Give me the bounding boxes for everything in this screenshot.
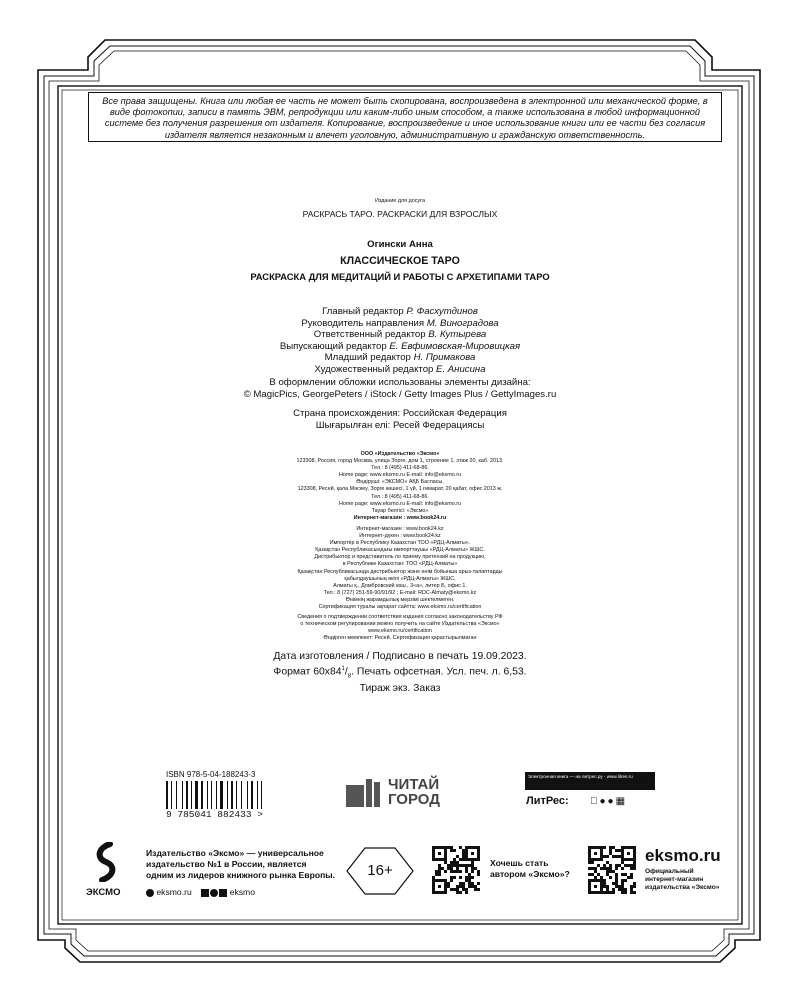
publisher-info: ООО «Издательство «Эксмо» 123308, Россия, город Москва, улица Зорге, дом 1, строение 1, этаж 20, каб. 2013. Тел.: 8 (495) 411-68-86. Home page: www.eksmo.ru E-mail: info@eksmo.ru Өндіруші: «ЭКСМО» АҚБ Баспасы, 123308, Ресей, қала Мәскеу, Зорге көшесі, 1 үй, 1 ғимарат, 20 қабат, офис 2013 ж. Тел.: 8 (495) 411-68-86. Home page: www.eksmo.ru E-mail: info@eksmo.ru Тауар белгісі: «Эксмо» Интернет-магазин : www.book24.ru Интернет-магазин : www.book24.kz Интернет-дүкен : www.book24.kz Импортёр в Республику Казахстан ТОО «РДЦ-Алматы». Қазақстан Республикасындағы импорттаушы «РДЦ-Алматы» ЖШС. Дистрибьютор и представитель по приему претензий на продукцию, в Республике Казахстан: ТОО «РДЦ-Алматы» Қазақстан Республикасында дистрибьютор және өнім бойынша арыз-талаптарды қабылдаушының өкілі «РДЦ-Алматы» ЖШС, Алматы қ., Домбровский көш., 3«а», литер Б, офис 1. Тел.: 8 (727) 251-59-90/91/92 ; E-mail: RDC-Almaty@eksmo.kz Өнімнің жарамдылық мерзімі шектелмеген. Сертификация туралы ақпарат сайтта: www.eksmo.ru/certification Сведения о подтверждении соответствия издания согласно законодательству РФ о техническом регулировании можно получить на сайте Издательства «Эксмо» www.eksmo.ru/certification Өндірген мемлекет: Ресей. Сертификация қарастырылмаған	[296, 451, 504, 642]
windows-icon: ▦	[606, 796, 618, 807]
author-qr-code[interactable]	[432, 846, 480, 894]
editors-block	[0, 306, 800, 376]
barcode-digits: 9 785041 882433 >	[166, 809, 263, 820]
barcode-bar	[166, 781, 168, 809]
book-subtitle: РАСКРАСКА ДЛЯ МЕДИТАЦИЙ И РАБОТЫ С АРХЕТИПАМИ ТАРО	[250, 271, 550, 282]
qr-module	[477, 888, 480, 891]
barcode-bar	[241, 781, 242, 809]
qr-module	[438, 885, 441, 888]
isbn-label: ISBN 978-5-04-188243-3	[166, 770, 256, 779]
ok-icon	[210, 889, 218, 897]
barcode-bar	[176, 781, 177, 809]
apple-icon	[590, 796, 600, 807]
eksmo-logo-text: ЭКСМО	[86, 887, 121, 898]
copyright-warning: Все права защищены. Книга или любая ее часть не может быть скопирована, воспроизведена в электронной или механической форме, в виде фотокопии, записи в память ЭВМ, репродукции или каким-либо иным способом, а также использована в любой информационной системе без получения разрешения от издателя. Копирование, воспроизведение и иное использование книги или ее части без согласия издателя является незаконным и влечет уголовную, административную и гражданскую ответственность.	[88, 92, 722, 142]
qr-module	[459, 876, 462, 879]
qr-module	[471, 852, 474, 855]
vk-icon	[201, 889, 209, 897]
barcode-bar	[227, 781, 228, 809]
eksmo-logo-icon	[92, 842, 122, 882]
editor-line: Руководитель направления М. Виноградова	[301, 317, 499, 329]
barcode-bar	[207, 781, 208, 809]
qr-module	[453, 849, 456, 852]
author-cta: Хочешь стать автором «Эксмо»?	[490, 858, 570, 879]
barcode-bar	[191, 781, 192, 809]
youtube-icon	[219, 889, 227, 897]
android-icon: ●	[590, 796, 599, 807]
barcode-bar	[171, 781, 172, 809]
series-title: РАСКРАСЬ ТАРО. РАСКРАСКИ ДЛЯ ВЗРОСЛЫХ	[302, 209, 498, 219]
qr-module	[471, 876, 474, 879]
qr-module	[594, 852, 597, 855]
barcode-bar	[247, 781, 248, 809]
qr-module	[438, 852, 441, 855]
book-title: КЛАССИЧЕСКОЕ ТАРО	[340, 255, 460, 267]
litres-logo: ЛитРес:	[526, 795, 569, 807]
chitai-gorod-logo-icon	[346, 779, 386, 807]
social-links	[146, 887, 255, 897]
telegram-link: eksmo.ru	[156, 887, 192, 897]
editor-line: Выпускающий редактор Е. Евфимовская-Мировицкая	[279, 340, 521, 352]
barcode-bar	[211, 781, 212, 809]
barcode-bar	[216, 781, 217, 809]
eksmo-site: eksmo.ru	[645, 846, 721, 865]
editor-line: Главный редактор Р. Фасхутдинов	[322, 306, 478, 317]
official-shop: Официальный интернет-магазин издательства «Эксмо»	[645, 868, 720, 892]
eksmo-about: Издательство «Эксмо» — универсальное издательство №1 в России, является одним из лидеров книжного рынка Европы.	[146, 848, 335, 880]
print-info: Дата изготовления / Подписано в печать 19.09.2023. Формат $60x84^1/_8$. Печать офсетная. Усл. печ. л. 6,53. Тираж экз. Заказ	[273, 651, 527, 694]
barcode-bar	[186, 781, 188, 809]
barcode-bar	[251, 781, 253, 809]
author-name: Огински Анна	[367, 239, 433, 250]
qr-module	[465, 891, 468, 894]
qr-module	[477, 858, 480, 861]
qr-module	[459, 870, 462, 873]
shop-qr-code[interactable]	[588, 846, 636, 894]
qr-module	[444, 870, 447, 873]
qr-module	[603, 846, 606, 849]
barcode-bar	[231, 781, 233, 809]
app-store-icons	[590, 796, 627, 807]
barcode-bar	[261, 781, 262, 809]
qr-module	[633, 867, 636, 870]
qr-module	[633, 891, 636, 894]
qr-module	[471, 870, 474, 873]
qr-module	[453, 876, 456, 879]
qr-module	[612, 891, 615, 894]
qr-module	[615, 867, 618, 870]
qr-module	[591, 861, 594, 864]
country-of-origin: Страна происхождения: Российская Федерация Шығарылған елі: Ресей Федерациясы	[293, 408, 507, 431]
qr-module	[600, 858, 603, 861]
editor-line: Художественный редактор Е. Анисина	[314, 363, 486, 375]
qr-module	[621, 867, 624, 870]
qr-module	[624, 891, 627, 894]
vk-link: eksmo	[229, 887, 255, 897]
barcode-bar	[257, 781, 258, 809]
age-rating: 16+	[367, 862, 393, 879]
qr-module	[444, 891, 447, 894]
barcode	[166, 781, 263, 809]
telegram-icon	[146, 889, 154, 897]
barcode-bar	[220, 781, 223, 809]
editor-line: Ответственный редактор В. Кутырева	[313, 329, 487, 341]
qr-module	[477, 882, 480, 885]
qr-module	[630, 876, 633, 879]
qr-module	[609, 876, 612, 879]
qr-module	[624, 879, 627, 882]
edition-type: Издание для досуга	[375, 198, 425, 204]
browser-icon: ●	[598, 796, 607, 807]
qr-module	[477, 873, 480, 876]
qr-module	[633, 885, 636, 888]
qr-module	[606, 855, 609, 858]
barcode-bar	[236, 781, 237, 809]
barcode-bar	[195, 781, 198, 809]
barcode-bar	[182, 781, 183, 809]
qr-module	[450, 879, 453, 882]
litres-banner: Электронная книга — на литрес.ру · www.litres.ru	[525, 772, 655, 790]
qr-module	[459, 891, 462, 894]
qr-module	[594, 885, 597, 888]
qr-module	[627, 852, 630, 855]
qr-module	[438, 873, 441, 876]
barcode-bar	[201, 781, 203, 809]
design-credit: В оформлении обложки использованы элементы дизайна: © MagicPics, GeorgePeters / iStock / Getty Images Plus / GettyImages.ru	[243, 377, 557, 400]
chitai-gorod-wordmark: ЧИТАЙ ГОРОД	[388, 776, 440, 808]
editor-line: Младший редактор Н. Примакова	[324, 352, 476, 364]
